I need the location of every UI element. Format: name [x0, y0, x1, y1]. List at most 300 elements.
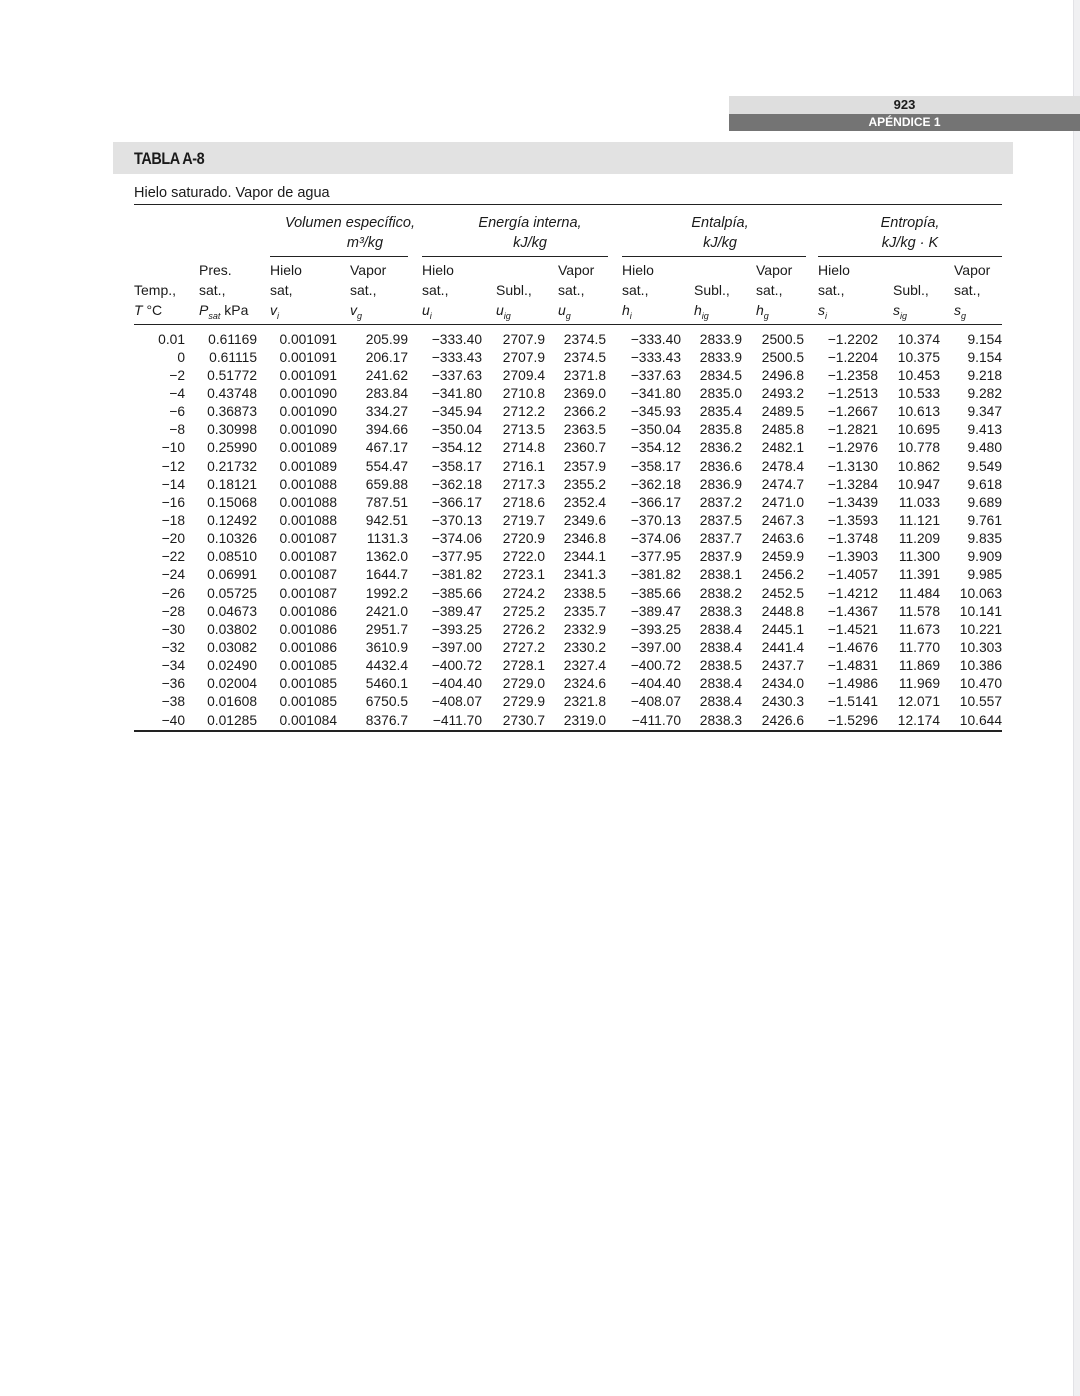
table-cell: 2332.9: [563, 621, 606, 637]
column-header-line: Temp.,: [134, 282, 177, 298]
table-cell: 2335.7: [563, 603, 606, 619]
table-cell: 2838.1: [699, 567, 742, 583]
table-cell: 2837.7: [699, 531, 742, 547]
table-cell: −36: [161, 676, 185, 692]
column-header-line: $u_i$: [422, 302, 432, 321]
table-cell: 10.557: [959, 694, 1002, 710]
table-cell: 2330.2: [563, 639, 606, 655]
table-cell: −393.25: [431, 621, 482, 637]
column-header-line: $s_i$: [818, 302, 827, 321]
table-cell: −333.43: [630, 349, 681, 365]
table-cell: 2430.3: [761, 694, 804, 710]
table-cell: 2482.1: [761, 440, 804, 456]
table-cell: 787.51: [365, 494, 408, 510]
table-cell: 0.12492: [207, 512, 257, 528]
table-row: [134, 693, 1002, 711]
table-cell: −350.04: [431, 422, 482, 438]
column-header-line: sat.,: [818, 282, 845, 298]
table-row: [134, 366, 1002, 384]
table-cell: 0.001086: [279, 603, 337, 619]
table-row: [134, 620, 1002, 638]
table-cell: −4: [169, 385, 185, 401]
table-cell: 334.27: [365, 404, 408, 420]
table-cell: −24: [161, 567, 185, 583]
table-cell: −389.47: [630, 603, 681, 619]
group-rule: [270, 256, 408, 257]
table-cell: 2448.8: [761, 603, 804, 619]
table-cell: 2729.0: [502, 676, 545, 692]
table-cell: −411.70: [631, 712, 681, 728]
table-cell: −397.00: [630, 639, 681, 655]
table-cell: −38: [161, 694, 185, 710]
table-cell: 2496.8: [761, 367, 804, 383]
table-cell: 0.30998: [207, 422, 257, 438]
table-cell: 0.61115: [209, 349, 257, 365]
table-cell: 2835.0: [699, 385, 742, 401]
column-header-line: $h_i$: [622, 302, 632, 321]
column-header-line: sat.,: [558, 282, 585, 298]
table-cell: 8376.7: [365, 712, 408, 728]
table-cell: 2730.7: [502, 712, 545, 728]
table-cell: −397.00: [431, 639, 482, 655]
table-cell: 2363.5: [563, 422, 606, 438]
table-cell: −22: [161, 549, 185, 565]
table-cell: −8: [169, 422, 185, 438]
column-header: [756, 260, 792, 320]
table-cell: 0.21732: [207, 458, 257, 474]
column-header-line: $h_g$: [756, 302, 769, 321]
column-header-line: Hielo: [270, 262, 302, 278]
table-cell: 9.154: [967, 349, 1002, 365]
table-cell: 2716.1: [502, 458, 545, 474]
table-cell: 12.071: [897, 694, 940, 710]
column-header-line: $s_g$: [954, 302, 967, 321]
table-cell: −333.40: [630, 331, 681, 347]
table-cell: 2837.2: [699, 494, 742, 510]
table-cell: −362.18: [431, 476, 482, 492]
table-cell: 2327.4: [563, 658, 606, 674]
table-cell: 10.778: [897, 440, 940, 456]
table-cell: −1.3130: [827, 458, 878, 474]
table-cell: 2371.8: [563, 367, 606, 383]
table-cell: 2835.4: [699, 404, 742, 420]
column-header: [818, 260, 850, 320]
table-cell: 394.66: [365, 422, 408, 438]
table-cell: −341.80: [431, 385, 482, 401]
table-cell: 0.06991: [207, 567, 257, 583]
table-cell: 0.05725: [207, 585, 257, 601]
table-cell: −345.94: [431, 404, 482, 420]
table-cell: −1.2976: [827, 440, 878, 456]
table-row: [134, 421, 1002, 439]
table-cell: 0.18121: [207, 476, 257, 492]
column-header: [622, 260, 654, 320]
table-cell: 0.15068: [207, 494, 257, 510]
table-cell: 0.001090: [279, 422, 337, 438]
table-cell: 9.154: [967, 331, 1002, 347]
group-energy: [455, 213, 605, 253]
table-cell: −1.4831: [827, 658, 878, 674]
table-cell: 10.862: [897, 458, 940, 474]
table-cell: 241.62: [365, 367, 408, 383]
column-header-line: $u_{ig}$: [496, 302, 511, 321]
table-cell: 2833.9: [699, 331, 742, 347]
table-cell: 10.386: [959, 658, 1002, 674]
table-cell: 0.02490: [207, 658, 257, 674]
group-volume: [270, 213, 430, 253]
column-header-line: Vapor: [756, 262, 793, 278]
group-rule: [622, 256, 806, 257]
table-cell: −1.5296: [827, 712, 878, 728]
column-header-line: Vapor: [350, 262, 387, 278]
table-cell: 10.470: [959, 676, 1002, 692]
table-row: [134, 638, 1002, 656]
table-cell: 9.689: [967, 494, 1002, 510]
table-cell: 2434.0: [761, 676, 804, 692]
table-cell: −1.3284: [827, 476, 878, 492]
column-header: [350, 260, 386, 320]
table-cell: 12.174: [897, 712, 940, 728]
table-cell: −370.13: [431, 512, 482, 528]
table-cell: 2717.3: [502, 476, 545, 492]
table-label-band: [113, 142, 1013, 174]
table-cell: 2369.0: [563, 385, 606, 401]
table-cell: 11.869: [898, 658, 940, 674]
table-cell: 2344.1: [563, 549, 606, 565]
column-header-line: sat.,: [622, 282, 649, 298]
group-title: Volumen específico,: [284, 215, 416, 231]
table-cell: 2838.4: [699, 694, 742, 710]
table-cell: 10.375: [897, 349, 940, 365]
table-cell: −350.04: [630, 422, 681, 438]
table-cell: 0.03802: [207, 621, 257, 637]
group-title: Entalpía,: [691, 215, 749, 231]
column-header-line: $v_g$: [350, 302, 363, 321]
table-cell: −40: [161, 712, 185, 728]
table-cell: −400.72: [431, 658, 482, 674]
table-cell: −366.17: [431, 494, 482, 510]
table-cell: 2709.4: [502, 367, 545, 383]
table-cell: 0.02004: [207, 676, 257, 692]
table-cell: 2445.1: [761, 621, 804, 637]
table-cell: 2463.6: [761, 531, 804, 547]
table-cell: 2374.5: [563, 331, 606, 347]
table-cell: −32: [161, 639, 185, 655]
column-header-line: sat.,: [954, 282, 981, 298]
table-cell: 0.001089: [279, 458, 337, 474]
column-header-line: sat.,: [350, 282, 377, 298]
table-cell: −10: [161, 440, 185, 456]
table-cell: 2726.2: [502, 621, 545, 637]
column-header: [270, 260, 302, 320]
table-cell: 0.01285: [207, 712, 257, 728]
table-cell: 11.673: [898, 621, 940, 637]
table-cell: 2493.2: [761, 385, 804, 401]
table-cell: 0.001089: [279, 440, 337, 456]
table-cell: −1.3748: [827, 531, 878, 547]
column-header-line: T °C: [134, 302, 163, 318]
column-header-line: Hielo: [422, 262, 454, 278]
table-cell: 2834.5: [699, 367, 742, 383]
table-cell: −362.18: [630, 476, 681, 492]
table-cell: 0.001087: [279, 567, 337, 583]
table-cell: 2838.5: [699, 658, 742, 674]
table-title: Hielo saturado. Vapor de agua: [134, 185, 330, 201]
table-cell: −1.2821: [827, 422, 878, 438]
table-cell: 0.001087: [279, 531, 337, 547]
table-cell: 2341.3: [563, 567, 606, 583]
table-cell: 2346.8: [563, 531, 606, 547]
column-header: [558, 260, 594, 320]
table-row: [134, 457, 1002, 475]
table-cell: 2835.8: [699, 422, 742, 438]
table-cell: 2474.7: [761, 476, 804, 492]
table-cell: 2710.8: [502, 385, 545, 401]
table-cell: 2837.5: [699, 512, 742, 528]
table-cell: 0.001090: [279, 385, 337, 401]
table-cell: −404.40: [630, 676, 681, 692]
table-cell: 2728.1: [502, 658, 545, 674]
column-header-line: [496, 260, 532, 280]
table-row: [134, 657, 1002, 675]
group-unit: kJ/kg: [703, 235, 737, 251]
table-row: [134, 675, 1002, 693]
table-cell: 2352.4: [563, 494, 606, 510]
table-cell: −404.40: [431, 676, 482, 692]
table-cell: 0: [177, 349, 185, 365]
table-cell: 0.001085: [279, 694, 337, 710]
table-cell: 554.47: [365, 458, 408, 474]
table-cell: 2349.6: [563, 512, 606, 528]
table-cell: 2725.2: [502, 603, 545, 619]
table-cell: 9.835: [967, 531, 1002, 547]
table-cell: 0.43748: [207, 385, 257, 401]
table-cell: 2722.0: [502, 549, 545, 565]
table-cell: 2459.9: [761, 549, 804, 565]
group-unit: kJ/kg · K: [881, 235, 939, 251]
table-cell: −345.93: [630, 404, 681, 420]
table-cell: 0.001087: [279, 585, 337, 601]
column-header-line: sat.,: [756, 282, 783, 298]
group-entropy: [845, 213, 975, 253]
table-cell: −381.82: [431, 567, 482, 583]
table-cell: 2838.3: [699, 712, 742, 728]
table-cell: −1.2513: [827, 385, 878, 401]
table-cell: 5460.1: [365, 676, 408, 692]
table-cell: 0.001086: [279, 621, 337, 637]
column-header-line: $v_i$: [270, 302, 279, 321]
column-header-line: $u_g$: [558, 302, 571, 321]
table-row: [134, 711, 1002, 729]
table-cell: 10.644: [959, 712, 1002, 728]
table-cell: 10.063: [959, 585, 1002, 601]
table-cell: 9.761: [967, 512, 1002, 528]
table-cell: −374.06: [431, 531, 482, 547]
table-cell: −333.40: [431, 331, 482, 347]
table-cell: −2: [169, 367, 185, 383]
table-cell: 2724.2: [502, 585, 545, 601]
table-cell: 0.04673: [207, 603, 257, 619]
table-cell: 11.770: [898, 639, 940, 655]
table-cell: 10.141: [959, 603, 1002, 619]
table-cell: 2421.0: [365, 603, 408, 619]
table-cell: 10.613: [897, 404, 940, 420]
column-header: [422, 260, 454, 320]
group-rule: [818, 256, 1002, 257]
table-cell: −408.07: [431, 694, 482, 710]
column-header-line: Pres.: [199, 262, 232, 278]
table-cell: −400.72: [630, 658, 681, 674]
table-cell: 2712.2: [502, 404, 545, 420]
column-header-line: sat.,: [422, 282, 449, 298]
group-rule: [422, 256, 608, 257]
column-header-line: Subl.,: [893, 282, 929, 298]
table-cell: 10.695: [897, 422, 940, 438]
table-cell: 2500.5: [761, 349, 804, 365]
column-header: [954, 260, 990, 320]
table-cell: 0.03082: [207, 639, 257, 655]
table-cell: 11.484: [898, 585, 940, 601]
table-cell: −26: [161, 585, 185, 601]
table-cell: 2718.6: [502, 494, 545, 510]
table-row: [134, 548, 1002, 566]
table-cell: −377.95: [630, 549, 681, 565]
table-cell: −411.70: [432, 712, 482, 728]
column-header: [496, 260, 532, 320]
table-cell: 2426.6: [761, 712, 804, 728]
column-header-line: $h_{ig}$: [694, 302, 709, 321]
table-cell: 0.001090: [279, 404, 337, 420]
table-cell: −333.43: [431, 349, 482, 365]
table-cell: 2729.9: [502, 694, 545, 710]
table-cell: 11.300: [898, 549, 940, 565]
table-cell: 283.84: [365, 385, 408, 401]
table-cell: 2456.2: [761, 567, 804, 583]
table-row: [134, 403, 1002, 421]
table-cell: 2838.4: [699, 676, 742, 692]
table-cell: 2357.9: [563, 458, 606, 474]
table-row: [134, 530, 1002, 548]
table-cell: 2489.5: [761, 404, 804, 420]
table-cell: 0.01608: [207, 694, 257, 710]
table-row: [134, 566, 1002, 584]
table-cell: 10.947: [897, 476, 940, 492]
table-cell: −381.82: [630, 567, 681, 583]
table-cell: −358.17: [630, 458, 681, 474]
table-cell: −377.95: [431, 549, 482, 565]
table-cell: 0.61169: [208, 331, 257, 347]
table-cell: −1.4212: [827, 585, 878, 601]
table-cell: 0.08510: [207, 549, 257, 565]
table-cell: 2355.2: [563, 476, 606, 492]
table-cell: 0.001084: [279, 712, 337, 728]
table-cell: 9.549: [967, 458, 1002, 474]
table-cell: −337.63: [630, 367, 681, 383]
table-cell: 942.51: [365, 512, 408, 528]
table-row: [134, 493, 1002, 511]
table-cell: 2471.0: [761, 494, 804, 510]
table-cell: 1992.2: [365, 585, 408, 601]
table-row: [134, 584, 1002, 602]
table-cell: −408.07: [630, 694, 681, 710]
table-row: [134, 330, 1002, 348]
table-cell: −1.2667: [827, 404, 878, 420]
table-cell: −30: [161, 621, 185, 637]
table-cell: −1.4057: [827, 567, 878, 583]
table-cell: 9.909: [967, 549, 1002, 565]
table-cell: 2713.5: [502, 422, 545, 438]
column-header-line: sat.,: [199, 282, 226, 298]
table-cell: 2452.5: [761, 585, 804, 601]
table-cell: 2836.2: [699, 440, 742, 456]
table-cell: 9.618: [967, 476, 1002, 492]
table-cell: −16: [161, 494, 185, 510]
table-cell: 2720.9: [502, 531, 545, 547]
table-cell: 2838.4: [699, 621, 742, 637]
table-cell: 0.001091: [279, 331, 337, 347]
table-cell: 1131.3: [366, 531, 408, 547]
table-cell: 2833.9: [699, 349, 742, 365]
table-cell: −337.63: [431, 367, 482, 383]
column-header: [199, 260, 248, 320]
table-cell: 659.88: [365, 476, 408, 492]
group-unit: m³/kg: [346, 235, 384, 251]
table-cell: −389.47: [431, 603, 482, 619]
group-title: Energía interna,: [478, 215, 582, 231]
table-cell: 2837.9: [699, 549, 742, 565]
table-cell: 10.303: [959, 639, 1002, 655]
page-edge: [1073, 0, 1080, 1396]
table-cell: 2324.6: [563, 676, 606, 692]
table-cell: −385.66: [431, 585, 482, 601]
top-rule: [134, 204, 1002, 205]
table-cell: −20: [161, 531, 185, 547]
table-row: [134, 475, 1002, 493]
table-cell: −370.13: [630, 512, 681, 528]
column-header: [893, 260, 929, 320]
table-cell: 11.969: [898, 676, 940, 692]
table-cell: 0.001088: [279, 476, 337, 492]
group-unit: kJ/kg: [513, 235, 547, 251]
table-cell: 2366.2: [563, 404, 606, 420]
table-row: [134, 439, 1002, 457]
table-cell: 9.985: [967, 567, 1002, 583]
table-cell: 2951.7: [365, 621, 408, 637]
table-cell: 0.001091: [279, 349, 337, 365]
table-cell: 2478.4: [761, 458, 804, 474]
table-cell: 0.10326: [207, 531, 257, 547]
page-number: 923: [729, 96, 1080, 114]
table-cell: 11.391: [898, 567, 940, 583]
header-rule: [134, 324, 1002, 325]
table-cell: 10.533: [897, 385, 940, 401]
table-cell: 0.001087: [279, 549, 337, 565]
table-cell: −354.12: [630, 440, 681, 456]
table-cell: −12: [161, 458, 185, 474]
table-cell: −18: [161, 512, 185, 528]
table-cell: 2836.9: [699, 476, 742, 492]
table-cell: 2437.7: [761, 658, 804, 674]
table-cell: 11.033: [898, 494, 940, 510]
data-table: [134, 330, 1002, 729]
table-cell: 3610.9: [365, 639, 408, 655]
table-cell: 9.413: [967, 422, 1002, 438]
table-cell: 0.25990: [207, 440, 257, 456]
table-cell: −1.5141: [827, 694, 878, 710]
column-header-line: sat,: [270, 282, 293, 298]
table-cell: 2836.6: [699, 458, 742, 474]
column-header: [694, 260, 730, 320]
